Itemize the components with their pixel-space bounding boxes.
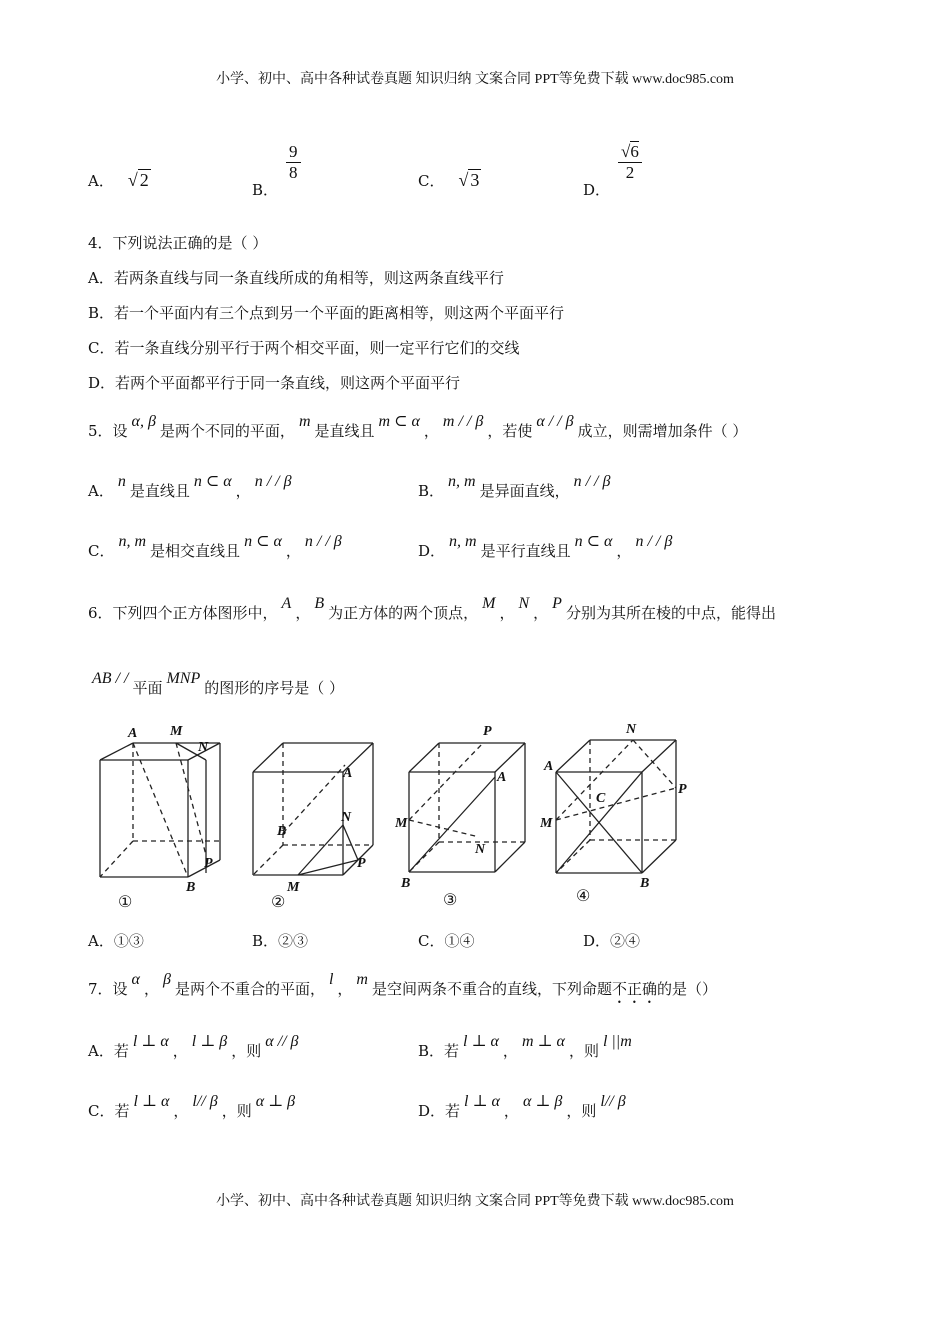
cube-figure-4 (540, 715, 700, 910)
math: n ⊂ α (574, 533, 613, 550)
text: 是两个不同的平面， (159, 422, 295, 440)
text: 的是（） (657, 980, 718, 998)
text: 为正方体的两个顶点， (328, 604, 479, 622)
denominator: 2 (625, 163, 635, 182)
label-P: P (483, 724, 492, 739)
text: ， (502, 1042, 518, 1060)
figure-number: ④ (576, 888, 591, 905)
label-M: M (395, 816, 408, 831)
math: α, β (131, 413, 156, 430)
text: 分别为其所在棱的中点，能得出 (565, 604, 776, 622)
math: α (131, 971, 140, 988)
label-A: A (544, 759, 554, 774)
text: 是异面直线， (479, 482, 570, 500)
text: ， (295, 604, 311, 622)
q5-option-a (88, 473, 296, 501)
fraction (618, 142, 642, 183)
q6-option-c: C．①④ (418, 932, 475, 950)
fraction (286, 142, 301, 183)
math: n / / β (304, 533, 342, 550)
math: n / / β (254, 473, 292, 490)
text: 是空间两条不重合的直线，下列命题 (371, 980, 612, 998)
text: 是直线且 (129, 482, 190, 500)
text: ，若使 (487, 422, 533, 440)
math: n, m (118, 533, 147, 550)
q7-option-b (418, 1033, 636, 1061)
cube-figure-1 (88, 715, 238, 910)
label-N: N (626, 722, 637, 737)
text: 是直线且 (314, 422, 375, 440)
label-B: B (277, 824, 287, 839)
label-A: A (497, 770, 507, 785)
math: l// β (192, 1093, 218, 1110)
q5-option-b (418, 473, 614, 501)
math: β (162, 971, 171, 988)
radicand: 6 (630, 142, 639, 161)
page-header: 小学、初中、高中各种试卷真题 知识归纳 文案合同 PPT等免费下载 www.doc985.com (216, 72, 734, 87)
label-N: N (341, 810, 352, 825)
label-C: C (596, 791, 606, 806)
q4-option-b: B．若一个平面内有三个点到另一个平面的距离相等，则这两个平面平行 (88, 304, 565, 322)
math: l ⊥ β (191, 1033, 228, 1050)
math: l// β (600, 1093, 626, 1110)
radicand: 3 (470, 170, 480, 190)
figure-number: ③ (443, 892, 458, 909)
q5-option-d (418, 533, 676, 561)
math: n, m (449, 533, 477, 550)
math: n ⊂ α (244, 533, 282, 550)
q3-option-a (88, 170, 151, 191)
option-label: A． (88, 482, 114, 500)
label-A: A (343, 766, 353, 781)
denominator: 8 (289, 163, 298, 182)
q4-option-c: C．若一条直线分别平行于两个相交平面，则一定平行它们的交线 (88, 339, 520, 357)
q7-option-a (88, 1033, 303, 1061)
math: AB / / (92, 670, 129, 687)
math: α // β (265, 1033, 299, 1050)
text: 是平行直线且 (480, 542, 571, 560)
q7-stem (88, 971, 718, 1007)
sqrt-expression: √ 3 (458, 170, 480, 190)
math: l ⊥ α (464, 1093, 500, 1110)
cube-figure-3 (395, 715, 545, 910)
math: m ⊂ α (378, 413, 420, 430)
text: ， (533, 604, 549, 622)
figure-number: ② (271, 894, 286, 910)
option-label: C．若 (88, 1102, 130, 1120)
math: α / / β (536, 413, 574, 430)
option-label: A． (88, 172, 114, 190)
numerator: 9 (286, 142, 301, 163)
sqrt-expression: √ 2 (127, 170, 149, 190)
math: l ||m (602, 1033, 632, 1050)
option-label: B．若 (418, 1042, 460, 1060)
text: 7．设 (88, 980, 128, 998)
cube-figure-2 (245, 715, 395, 910)
q4-option-a: A．若两条直线与同一条直线所成的角相等，则这两条直线平行 (88, 269, 504, 287)
text: ， (337, 980, 353, 998)
option-label: C． (88, 542, 115, 560)
label-B: B (401, 876, 411, 891)
math: α ⊥ β (522, 1093, 563, 1110)
q6-stem-line2 (88, 670, 345, 698)
math: l (328, 971, 334, 988)
option-label: A．若 (88, 1042, 129, 1060)
math: P (552, 595, 562, 612)
label-P: P (357, 856, 366, 871)
q6-option-a: A．①③ (88, 932, 144, 950)
q4-stem: 4．下列说法正确的是（ ） (88, 234, 268, 252)
text: ，则 (566, 1102, 597, 1120)
math: A (281, 595, 292, 612)
option-label: D．若 (418, 1102, 461, 1120)
math: m (356, 971, 368, 988)
q3-option-c (418, 170, 481, 191)
q6-option-b: B．②③ (252, 932, 309, 950)
text: 平面 (132, 679, 163, 697)
math: n / / β (635, 533, 673, 550)
text: 的图形的序号是（ ） (204, 679, 345, 697)
math: M (482, 595, 496, 612)
text: ，则 (221, 1102, 252, 1120)
label-B: B (186, 880, 196, 895)
q5-stem (88, 413, 748, 441)
label-B: B (640, 876, 650, 891)
math: m / / β (442, 413, 484, 430)
math: l ⊥ α (463, 1033, 499, 1050)
text: ， (143, 980, 159, 998)
option-label: D． (583, 180, 611, 199)
math: m ⊥ α (521, 1033, 565, 1050)
text: ，则 (568, 1042, 599, 1060)
q6-option-d: D．②④ (583, 932, 641, 950)
radicand: 2 (139, 170, 149, 190)
text: 是相交直线且 (150, 542, 241, 560)
q5-option-c (88, 533, 346, 561)
text: ， (173, 1102, 189, 1120)
math: m (298, 413, 311, 430)
text: 是两个不重合的平面， (174, 980, 325, 998)
label-M: M (170, 724, 183, 739)
page-footer: 小学、初中、高中各种试卷真题 知识归纳 文案合同 PPT等免费下载 www.doc985.com (216, 1194, 734, 1209)
math: l ⊥ α (132, 1033, 169, 1050)
figure-number: ① (118, 894, 133, 910)
math: n (117, 473, 126, 490)
math: N (518, 595, 530, 612)
label-N: N (475, 842, 486, 857)
emphasis-text: 不正确 (612, 980, 658, 998)
text: ， (285, 542, 301, 560)
text: 成立，则需增加条件（ ） (577, 422, 748, 440)
math: n / / β (573, 473, 611, 490)
text: ， (423, 422, 439, 440)
text: ，则 (231, 1042, 262, 1060)
q6-stem-line1 (88, 595, 776, 623)
text: ， (172, 1042, 188, 1060)
text: 5．设 (88, 422, 128, 440)
option-label: B． (418, 482, 445, 500)
text: ， (499, 604, 515, 622)
q3-option-b (252, 142, 301, 199)
label-M: M (540, 816, 553, 831)
text: 6．下列四个正方体图形中， (88, 604, 278, 622)
label-P: P (204, 856, 213, 871)
q7-option-c (88, 1093, 299, 1121)
numerator: √6 (618, 142, 642, 163)
math: l ⊥ α (133, 1093, 170, 1110)
math: n, m (448, 473, 476, 490)
q3-option-d (583, 142, 642, 199)
math: B (314, 595, 325, 612)
label-P: P (678, 782, 687, 797)
q4-option-d: D．若两个平面都平行于同一条直线，则这两个平面平行 (88, 374, 461, 392)
option-label: D． (418, 542, 446, 560)
math: MNP (166, 670, 201, 687)
label-N: N (198, 740, 209, 755)
math: n ⊂ α (193, 473, 232, 490)
text: ， (235, 482, 251, 500)
label-A: A (128, 726, 138, 741)
label-M: M (287, 880, 300, 895)
text: ， (616, 542, 632, 560)
option-label: B． (252, 180, 279, 199)
q7-option-d (418, 1093, 630, 1121)
text: ， (503, 1102, 519, 1120)
math: α ⊥ β (255, 1093, 296, 1110)
option-label: C． (418, 172, 445, 190)
